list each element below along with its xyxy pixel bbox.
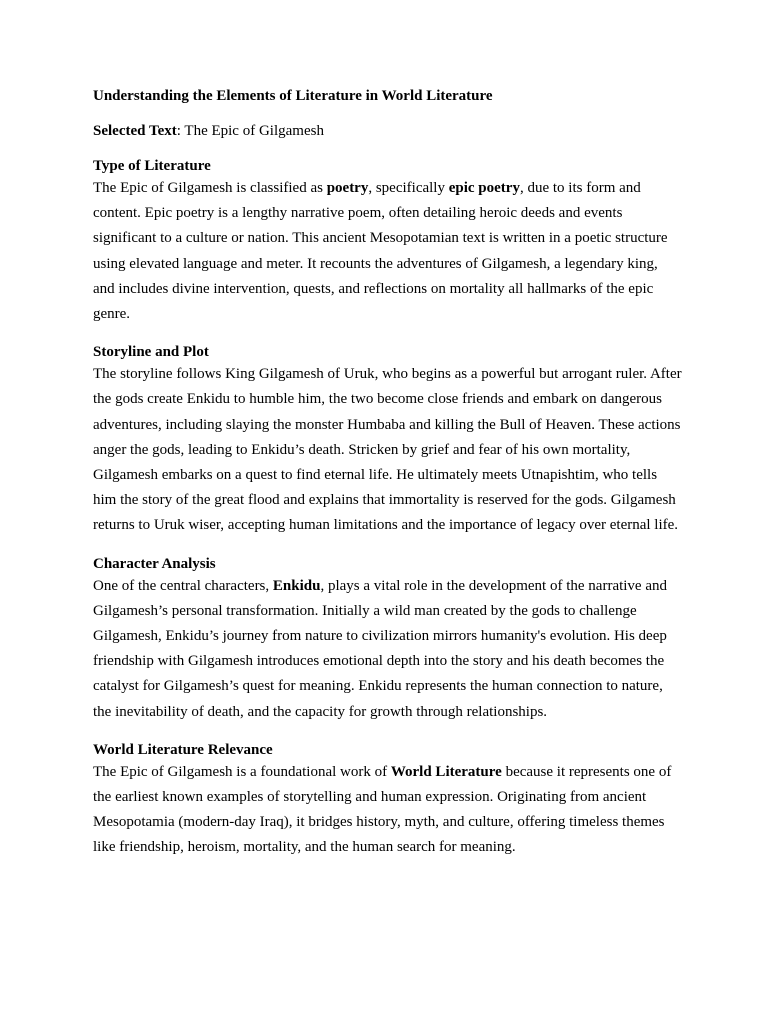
selected-text-label: Selected Text bbox=[93, 123, 177, 139]
bold-text-run: World Literature bbox=[390, 763, 502, 780]
selected-text-line bbox=[93, 121, 683, 141]
document-page bbox=[93, 86, 683, 861]
section-paragraph bbox=[93, 760, 683, 861]
bold-text-run: Enkidu bbox=[272, 577, 321, 594]
text-run: , plays a vital role in the development of the narrative and Gilgamesh’s personal transformation. Initially a wild man created by the gods to challenge Gilgamesh, Enkidu’s journey from nature to civilization mirrors humanity's evolution. His deep friendship with Gilgamesh introduces emotional depth into the story and his death becomes the catalyst for Gilgamesh’s quest for meaning. Enkidu represents the human connection to nature, the inevitability of death, and the capacity for growth through relationships. bbox=[93, 577, 667, 720]
section-paragraph bbox=[93, 574, 683, 725]
bold-text-run: poetry bbox=[326, 180, 369, 196]
text-run: , specifically bbox=[368, 180, 449, 196]
section-type-of-literature bbox=[93, 156, 683, 327]
section-paragraph bbox=[93, 362, 683, 538]
section-world-literature-relevance bbox=[93, 740, 683, 861]
text-run: The Epic of Gilgamesh is classified as bbox=[93, 180, 327, 196]
section-heading: World Literature Relevance bbox=[93, 741, 273, 758]
section-heading: Storyline and Plot bbox=[93, 344, 209, 361]
selected-text-value: The Epic of Gilgamesh bbox=[184, 123, 324, 139]
section-character-analysis bbox=[93, 554, 683, 725]
document-title: Understanding the Elements of Literature in World Literature bbox=[93, 88, 493, 104]
bold-text-run: epic poetry bbox=[448, 180, 520, 196]
section-heading: Character Analysis bbox=[93, 555, 216, 572]
section-paragraph bbox=[93, 176, 683, 327]
section-heading: Type of Literature bbox=[93, 158, 211, 174]
text-run: The storyline follows King Gilgamesh of Uruk, who begins as a powerful but arrogant ruler. After the gods create Enkidu to humble him, the two become close friends and embark on dangerous adventures, including slaying the monster Humbaba and killing the Bull of Heaven. These actions anger the gods, leading to Enkidu’s death. Stricken by grief and fear of his own mortality, Gilgamesh embarks on a quest to find eternal life. He ultimately meets Utnapishtim, who tells him the story of the great flood and explains that immortality is reserved for the gods. Gilgamesh returns to Uruk wiser, accepting human limitations and the importance of legacy over eternal life. bbox=[93, 366, 682, 534]
text-run: The Epic of Gilgamesh is a foundational work of bbox=[93, 763, 391, 780]
text-run: because it represents one of the earliest known examples of storytelling and human expression. Originating from ancient Mesopotamia (modern-day Iraq), it bridges history, myth, and culture, offering timeless themes like friendship, heroism, mortality, and the human search for meaning. bbox=[93, 763, 672, 856]
section-storyline-and-plot bbox=[93, 342, 683, 538]
selected-text-separator: : bbox=[176, 123, 185, 139]
text-run: , due to its form and content. Epic poetry is a lengthy narrative poem, often detailing heroic deeds and events significant to a culture or nation. This ancient Mesopotamian text is written in a poetic structure using elevated language and meter. It recounts the adventures of Gilgamesh, a legendary king, and includes divine intervention, quests, and reflections on mortality all hallmarks of the epic genre. bbox=[93, 180, 668, 323]
text-run: One of the central characters, bbox=[93, 577, 273, 594]
